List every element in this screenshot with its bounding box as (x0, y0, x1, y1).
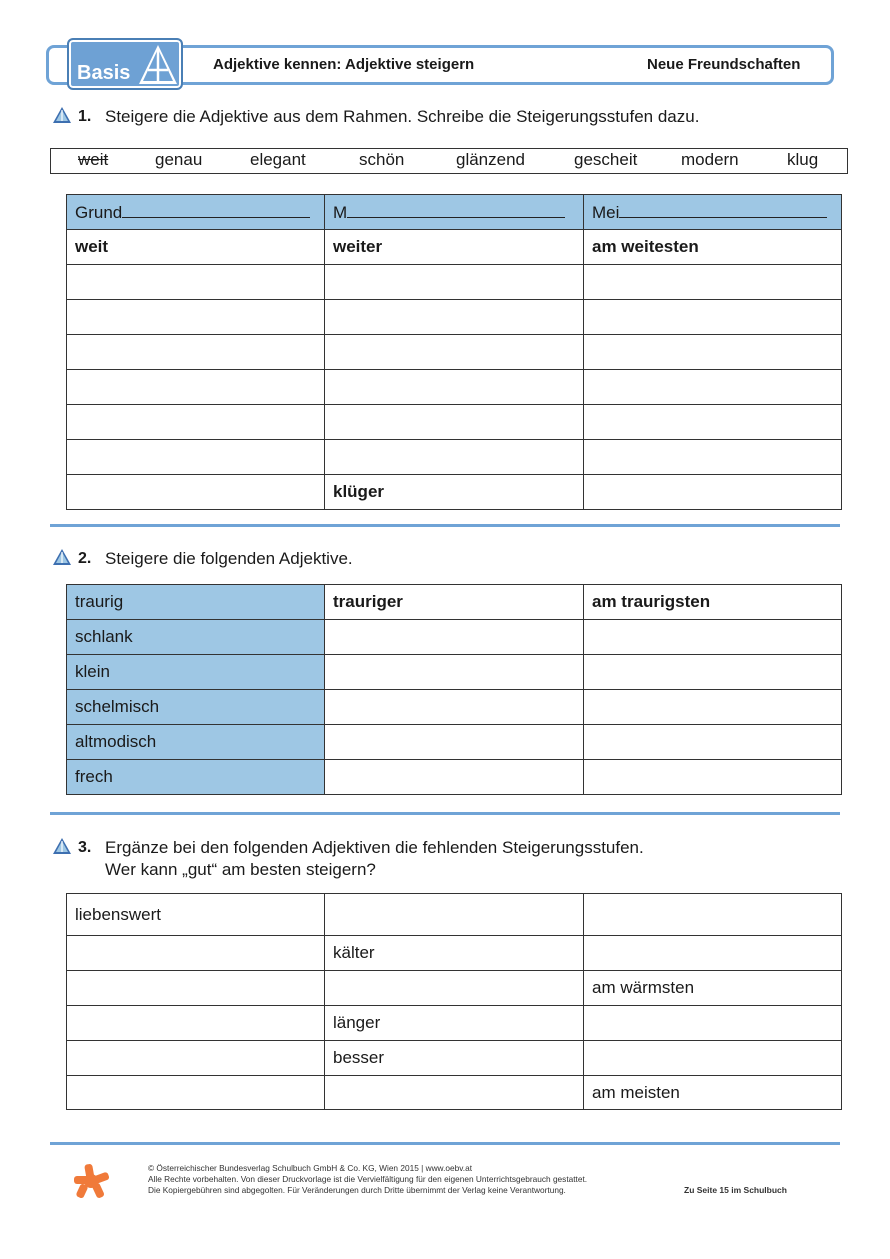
table-cell: am traurigsten (584, 585, 842, 620)
header-cell-superlativ[interactable]: Mei (584, 195, 842, 230)
answer-cell[interactable] (584, 894, 842, 936)
adjective-cell: schlank (67, 620, 325, 655)
answer-cell[interactable] (584, 405, 842, 440)
fill-in-line (122, 201, 310, 218)
badge-label: Basis (77, 62, 131, 84)
answer-cell[interactable] (67, 1006, 325, 1041)
table-row (67, 620, 842, 655)
fill-in-line (347, 201, 565, 218)
answer-cell[interactable] (584, 655, 842, 690)
answer-cell[interactable] (584, 475, 842, 510)
table-row (67, 971, 842, 1006)
header-cell-komparativ[interactable]: M (325, 195, 584, 230)
adjective-cell: klein (67, 655, 325, 690)
table-row (67, 1006, 842, 1041)
table-cell: kälter (325, 936, 584, 971)
answer-cell[interactable] (67, 440, 325, 475)
table-cell: besser (325, 1041, 584, 1076)
table-cell: am weitesten (584, 230, 842, 265)
unit-title: Neue Freundschaften (647, 56, 801, 73)
task-1-table (66, 194, 842, 510)
answer-cell[interactable] (325, 335, 584, 370)
answer-cell[interactable] (325, 655, 584, 690)
task-2-number: 2. (78, 550, 92, 567)
answer-cell[interactable] (325, 971, 584, 1006)
table-cell: klüger (325, 475, 584, 510)
table-cell: am meisten (584, 1076, 842, 1110)
worksheet-title: Adjektive kennen: Adjektive steigern (213, 56, 475, 73)
adjective-cell: schelmisch (67, 690, 325, 725)
task-3-number: 3. (78, 839, 92, 856)
table-row (67, 1076, 842, 1110)
table-header-row (67, 195, 842, 230)
answer-cell[interactable] (584, 760, 842, 795)
answer-cell[interactable] (325, 690, 584, 725)
word-item: schön (359, 150, 405, 169)
section-divider (50, 524, 840, 527)
answer-cell[interactable] (584, 370, 842, 405)
basis-badge (67, 38, 183, 90)
table-cell: am wärmsten (584, 971, 842, 1006)
word-item: elegant (250, 150, 306, 169)
answer-cell[interactable] (325, 370, 584, 405)
table-row (67, 230, 842, 265)
answer-cell[interactable] (67, 971, 325, 1006)
word-item: genau (155, 150, 203, 169)
answer-cell[interactable] (325, 405, 584, 440)
copyright-line: Alle Rechte vorbehalten. Von dieser Druckvorlage ist die Vervielfältigung für den eigenen Unterrichtsgebrauch gestattet. (148, 1174, 588, 1184)
answer-cell[interactable] (584, 936, 842, 971)
section-divider (50, 812, 840, 815)
answer-cell[interactable] (67, 370, 325, 405)
word-item: klug (787, 150, 819, 169)
header-cell-grundform[interactable]: Grund (67, 195, 325, 230)
table-row (67, 335, 842, 370)
table-row (67, 725, 842, 760)
word-item: weit (78, 150, 109, 169)
table-cell: weit (67, 230, 325, 265)
task-3-question: Wer kann „gut“ am besten steigern? (105, 860, 376, 879)
task-1-instruction: Steigere die Adjektive aus dem Rahmen. Schreibe die Steigerungsstufen dazu. (105, 107, 700, 126)
footer-divider (50, 1142, 840, 1145)
table-cell: liebenswert (67, 894, 325, 936)
adjective-cell: altmodisch (67, 725, 325, 760)
task-2-instruction: Steigere die folgenden Adjektive. (105, 549, 353, 568)
task-1-number: 1. (78, 108, 92, 125)
table-row (67, 475, 842, 510)
word-item: gescheit (574, 150, 638, 169)
table-cell: weiter (325, 230, 584, 265)
page-reference: Zu Seite 15 im Schulbuch (684, 1185, 787, 1195)
answer-cell[interactable] (584, 440, 842, 475)
table-row (67, 585, 842, 620)
answer-cell[interactable] (325, 894, 584, 936)
copyright-line: Die Kopiergebühren sind abgegolten. Für Veränderungen durch Dritte übernimmt der Verlag keine Verantwortung. (148, 1185, 566, 1195)
table-row (67, 440, 842, 475)
table-row (67, 690, 842, 725)
word-item: modern (681, 150, 739, 169)
answer-cell[interactable] (67, 936, 325, 971)
table-row (67, 760, 842, 795)
level-pyramid-icon (137, 42, 179, 86)
task-3-instruction: Ergänze bei den folgenden Adjektiven die fehlenden Steigerungsstufen. (105, 838, 644, 857)
word-item: glänzend (456, 150, 526, 169)
answer-cell[interactable] (67, 405, 325, 440)
table-row (67, 1041, 842, 1076)
table-row (67, 265, 842, 300)
fill-in-line (619, 201, 827, 218)
table-row (67, 655, 842, 690)
table-cell: trauriger (325, 585, 584, 620)
answer-cell[interactable] (67, 300, 325, 335)
answer-cell[interactable] (67, 1076, 325, 1110)
answer-cell[interactable] (584, 690, 842, 725)
table-row (67, 300, 842, 335)
answer-cell[interactable] (584, 1006, 842, 1041)
answer-cell[interactable] (67, 265, 325, 300)
answer-cell[interactable] (325, 300, 584, 335)
answer-cell[interactable] (325, 760, 584, 795)
task-2-table (66, 584, 842, 795)
answer-cell[interactable] (67, 475, 325, 510)
answer-cell[interactable] (67, 335, 325, 370)
answer-cell[interactable] (584, 265, 842, 300)
level-pyramid-icon (52, 548, 72, 566)
copyright-line: © Österreichischer Bundesverlag Schulbuch GmbH & Co. KG, Wien 2015 | www.oebv.at (148, 1163, 472, 1173)
answer-cell[interactable] (584, 335, 842, 370)
answer-cell[interactable] (67, 1041, 325, 1076)
table-row (67, 936, 842, 971)
answer-cell[interactable] (325, 440, 584, 475)
table-row (67, 405, 842, 440)
answer-cell[interactable] (325, 620, 584, 655)
level-pyramid-icon (52, 106, 72, 124)
answer-cell[interactable] (325, 725, 584, 760)
adjective-cell: traurig (67, 585, 325, 620)
answer-cell[interactable] (584, 300, 842, 335)
level-pyramid-icon (52, 837, 72, 855)
publisher-logo-icon (72, 1162, 110, 1200)
task-3-table (66, 893, 842, 1110)
answer-cell[interactable] (584, 620, 842, 655)
table-row (67, 370, 842, 405)
copyright-notice (148, 1163, 587, 1196)
adjective-cell: frech (67, 760, 325, 795)
answer-cell[interactable] (325, 265, 584, 300)
answer-cell[interactable] (584, 725, 842, 760)
table-row (67, 894, 842, 936)
table-cell: länger (325, 1006, 584, 1041)
answer-cell[interactable] (325, 1076, 584, 1110)
answer-cell[interactable] (584, 1041, 842, 1076)
